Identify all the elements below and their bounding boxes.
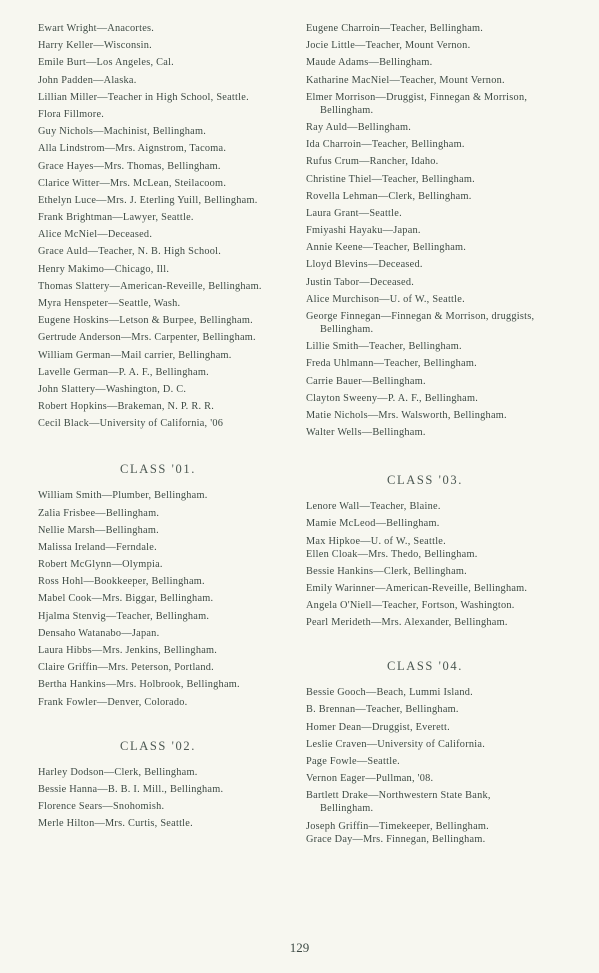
alumni-entry: Emily Warinner—American-Reveille, Bellingham. [306, 582, 528, 594]
alumni-entry: Grace Hayes—Mrs. Thomas, Bellingham. [38, 160, 221, 172]
alumni-entry: Zalia Frisbee—Bellingham. [38, 507, 160, 519]
alumni-entry: Bessie Hankins—Clerk, Bellingham. [306, 565, 467, 577]
alumni-entry: Bartlett Drake—Northwestern State Bank, Bellingham. [306, 790, 491, 815]
alumni-entry: Ethelyn Luce—Mrs. J. Eterling Yuill, Bellingham. [38, 194, 258, 206]
alumni-entry: Pearl Merideth—Mrs. Alexander, Bellingham. [306, 617, 508, 629]
alumni-entry: Claire Griffin—Mrs. Peterson, Portland. [38, 662, 215, 674]
alumni-entry: Matie Nichols—Mrs. Walsworth, Bellingham. [306, 409, 507, 421]
alumni-entry: Ewart Wright—Anacortes. [38, 23, 155, 34]
alumni-entry: Rovella Lehman—Clerk, Bellingham. [306, 190, 472, 202]
alumni-entry: Densaho Watanabo—Japan. [38, 627, 160, 639]
alumni-entry: Nellie Marsh—Bellingham. [38, 524, 159, 536]
alumni-entry: Alice McNiel—Deceased. [38, 229, 153, 241]
alumni-entry: Clayton Sweeny—P. A. F., Bellingham. [306, 392, 479, 404]
alumni-entry: Carrie Bauer—Bellingham. [306, 375, 426, 387]
alumni-entry: Grace Auld—Teacher, N. B. High School. [38, 246, 222, 258]
alumni-entry: Clarice Witter—Mrs. McLean, Steilacoom. [38, 177, 227, 189]
alumni-entry: B. Brennan—Teacher, Bellingham. [306, 704, 459, 716]
alumni-entry: Max Hipkoe—U. of W., Seattle. [306, 535, 446, 547]
class-heading: CLASS '03. [387, 473, 463, 488]
alumni-entry: Frank Brightman—Lawyer, Seattle. [38, 212, 194, 224]
alumni-entry: Fmiyashi Hayaku—Japan. [306, 225, 421, 237]
alumni-entry: Ross Hohl—Bookkeeper, Bellingham. [38, 576, 205, 588]
class-02-section [38, 739, 278, 831]
class-heading: CLASS '02. [120, 738, 196, 753]
alumni-entry: Ellen Cloak—Mrs. Thedo, Bellingham. [306, 548, 478, 560]
alumni-entry: Laura Grant—Seattle. [306, 207, 402, 219]
alumni-entry: Robert Hopkins—Brakeman, N. P. R. R. [38, 401, 215, 413]
alumni-entry: Florence Sears—Snohomish. [38, 800, 165, 812]
alumni-entry: Harley Dodson—Clerk, Bellingham. [38, 766, 198, 778]
alumni-entry: Rufus Crum—Rancher, Idaho. [306, 156, 439, 168]
alumni-entry: Justin Tabor—Deceased. [306, 276, 415, 288]
alumni-entry: Myra Henspeter—Seattle, Wash. [38, 298, 181, 309]
alumni-entry: Hjalma Stenvig—Teacher, Bellingham. [38, 610, 210, 622]
alumni-entry: Henry Makimo—Chicago, Ill. [38, 263, 170, 275]
alumni-entry: Harry Keller—Wisconsin. [38, 40, 152, 52]
alumni-entry: Emile Burt—Los Angeles, Cal. [38, 57, 174, 69]
alumni-entry: William German—Mail carrier, Bellingham. [38, 349, 232, 361]
alumni-entry: John Slattery—Washington, D. C. [38, 383, 187, 395]
class-01-section [38, 462, 278, 708]
alumni-list-top-right [306, 22, 544, 439]
alumni-entry: Walter Wells—Bellingham. [306, 427, 426, 439]
alumni-entry: Maude Adams—Bellingham. [306, 57, 433, 69]
alumni-entry: Laura Hibbs—Mrs. Jenkins, Bellingham. [38, 645, 218, 656]
alumni-entry: Lillian Miller—Teacher in High School, Seattle. [38, 91, 249, 103]
alumni-entry: Lavelle German—P. A. F., Bellingham. [38, 366, 209, 378]
alumni-entry: Eugene Charroin—Teacher, Bellingham. [306, 23, 484, 34]
alumni-entry: Jocie Little—Teacher, Mount Vernon. [306, 40, 471, 52]
alumni-entry: Homer Dean—Druggist, Everett. [306, 721, 450, 733]
alumni-entry: Mamie McLeod—Bellingham. [306, 518, 440, 530]
alumni-entry: Guy Nichols—Machinist, Bellingham. [38, 126, 207, 138]
alumni-entry: Joseph Griffin—Timekeeper, Bellingham. [306, 820, 489, 832]
class-heading: CLASS '01. [120, 462, 196, 477]
alumni-entry: Page Fowle—Seattle. [306, 756, 400, 767]
alumni-entry: Katharine MacNiel—Teacher, Mount Vernon. [306, 74, 505, 86]
alumni-entry: Flora Fillmore. [38, 108, 105, 120]
right-column [306, 22, 544, 850]
alumni-entry: John Padden—Alaska. [38, 74, 137, 86]
alumni-entry: Mabel Cook—Mrs. Biggar, Bellingham. [38, 593, 214, 605]
alumni-entry: Lillie Smith—Teacher, Bellingham. [306, 341, 462, 353]
alumni-entry: Bertha Hankins—Mrs. Holbrook, Bellingham. [38, 679, 240, 691]
alumni-entry: Vernon Eager—Pullman, '08. [306, 773, 434, 785]
alumni-entry: Gertrude Anderson—Mrs. Carpenter, Bellingham. [38, 332, 256, 344]
alumni-entry: Bessie Gooch—Beach, Lummi Island. [306, 687, 473, 699]
alumni-entry: Alice Murchison—U. of W., Seattle. [306, 293, 465, 305]
alumni-entry: Cecil Black—University of California, '06 [38, 418, 224, 430]
alumni-entry: Lenore Wall—Teacher, Blaine. [306, 501, 441, 513]
alumni-entry: Thomas Slattery—American-Reveille, Bellingham. [38, 280, 262, 292]
alumni-entry: Robert McGlynn—Olympia. [38, 559, 163, 571]
alumni-entry: Grace Day—Mrs. Finnegan, Bellingham. [306, 833, 486, 845]
page-number: 129 [289, 940, 310, 955]
alumni-entry: William Smith—Plumber, Bellingham. [38, 490, 208, 502]
alumni-entry: Malissa Ireland—Ferndale. [38, 541, 157, 553]
alumni-entry: Ray Auld—Bellingham. [306, 121, 412, 133]
alumni-entry: Alla Lindstrom—Mrs. Aignstrom, Tacoma. [38, 143, 227, 155]
alumni-entry: Merle Hilton—Mrs. Curtis, Seattle. [38, 818, 193, 830]
alumni-entry: Eugene Hoskins—Letson & Burpee, Bellingham. [38, 315, 253, 327]
alumni-entry: Annie Keene—Teacher, Bellingham. [306, 242, 467, 254]
left-column [38, 22, 278, 834]
alumni-entry: Leslie Craven—University of California. [306, 738, 486, 750]
alumni-entry: Freda Uhlmann—Teacher, Bellingham. [306, 358, 477, 370]
alumni-list-top-left [38, 22, 278, 430]
alumni-entry: Ida Charroin—Teacher, Bellingham. [306, 139, 465, 151]
class-heading: CLASS '04. [387, 659, 463, 674]
alumni-entry: Angela O'Niell—Teacher, Fortson, Washington. [306, 600, 515, 612]
alumni-entry: Elmer Morrison—Druggist, Finnegan & Morrison, Bellingham. [306, 91, 528, 116]
alumni-entry: Lloyd Blevins—Deceased. [306, 259, 423, 271]
alumni-entry: Christine Thiel—Teacher, Bellingham. [306, 173, 475, 185]
alumni-entry: Frank Fowler—Denver, Colorado. [38, 696, 188, 708]
alumni-entry: Bessie Hanna—B. B. I. Mill., Bellingham. [38, 783, 224, 795]
class-03-section [306, 473, 544, 629]
alumni-entry: George Finnegan—Finnegan & Morrison, druggists, Bellingham. [306, 311, 535, 335]
class-04-section [306, 659, 544, 845]
